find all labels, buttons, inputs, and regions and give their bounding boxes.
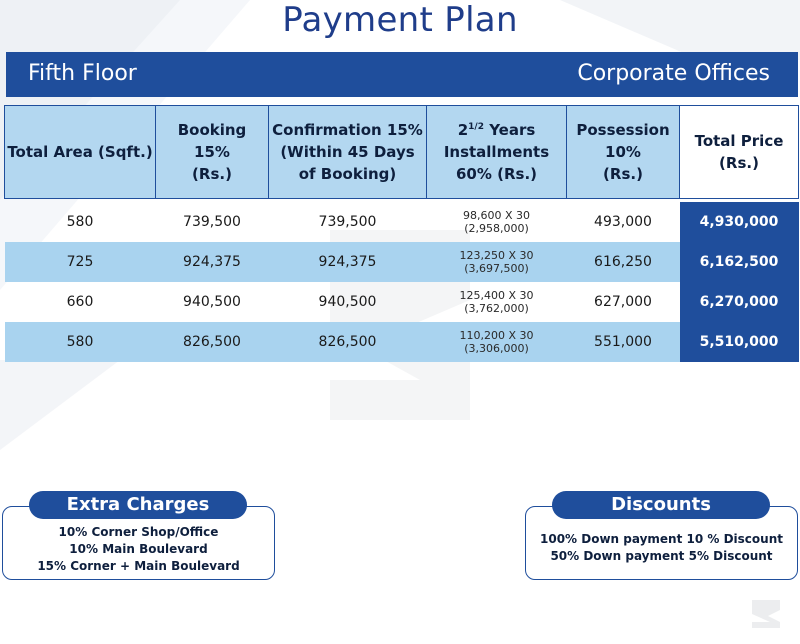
cell-confirmation: 739,500: [318, 214, 377, 230]
cell-booking: 940,500: [183, 294, 241, 310]
list-item: 100% Down payment 10 % Discount: [540, 532, 783, 546]
discounts-list: [526, 531, 797, 565]
header-installments: $2^{1/2}$ Years Installments 60% (Rs.): [427, 106, 567, 199]
cell-installment: 110,200 X 30 (3,306,000): [427, 322, 567, 362]
list-item: 10% Corner Shop/Office: [58, 525, 219, 539]
cell-confirmation: 940,500: [318, 294, 377, 310]
extra-charges-list: [3, 524, 274, 575]
cell-total: 6,270,000: [680, 282, 799, 322]
table-header-row: [5, 106, 799, 199]
cell-possession: 493,000: [594, 214, 652, 230]
header-confirmation: Confirmation 15% (Within 45 Days of Booking): [269, 106, 427, 199]
cell-area: 725: [5, 242, 156, 282]
cell-area: 660: [66, 294, 94, 310]
page-title: Payment Plan: [282, 0, 518, 40]
zameen-logo-icon: [746, 594, 786, 634]
cell-area: 580: [66, 214, 94, 230]
table-row: [5, 202, 799, 242]
discounts-title: Discounts: [552, 491, 770, 519]
header-bar: [6, 52, 798, 97]
cell-area: 580: [5, 322, 156, 362]
cell-booking: 826,500: [156, 322, 269, 362]
list-item: 10% Main Boulevard: [69, 542, 208, 556]
floor-label: Fifth Floor: [28, 61, 137, 86]
category-label: Corporate Offices: [577, 61, 770, 86]
cell-total: 4,930,000: [680, 202, 799, 242]
table-row: [5, 242, 799, 282]
cell-possession: 627,000: [594, 294, 652, 310]
list-item: 50% Down payment 5% Discount: [550, 549, 773, 563]
cell-booking: 739,500: [183, 214, 241, 230]
cell-installment: 98,600 X 30 (2,958,000): [462, 209, 530, 235]
cell-total: 6,162,500: [680, 242, 799, 282]
extra-charges-title: Extra Charges: [29, 491, 247, 519]
header-total-price: Total Price (Rs.): [680, 106, 799, 199]
header-booking: Booking 15% (Rs.): [156, 106, 269, 199]
header-possession: Possession 10% (Rs.): [567, 106, 680, 199]
cell-installment: 125,400 X 30 (3,762,000): [459, 289, 534, 315]
cell-booking: 924,375: [156, 242, 269, 282]
cell-confirmation: 924,375: [269, 242, 427, 282]
table-row: [5, 282, 799, 322]
cell-installment: 123,250 X 30 (3,697,500): [427, 242, 567, 282]
cell-confirmation: 826,500: [269, 322, 427, 362]
payment-plan-table: [4, 105, 799, 362]
list-item: 15% Corner + Main Boulevard: [37, 559, 240, 573]
table-row: [5, 322, 799, 362]
cell-total: 5,510,000: [680, 322, 799, 362]
cell-possession: 616,250: [567, 242, 680, 282]
header-area: Total Area (Sqft.): [5, 106, 156, 199]
cell-possession: 551,000: [567, 322, 680, 362]
